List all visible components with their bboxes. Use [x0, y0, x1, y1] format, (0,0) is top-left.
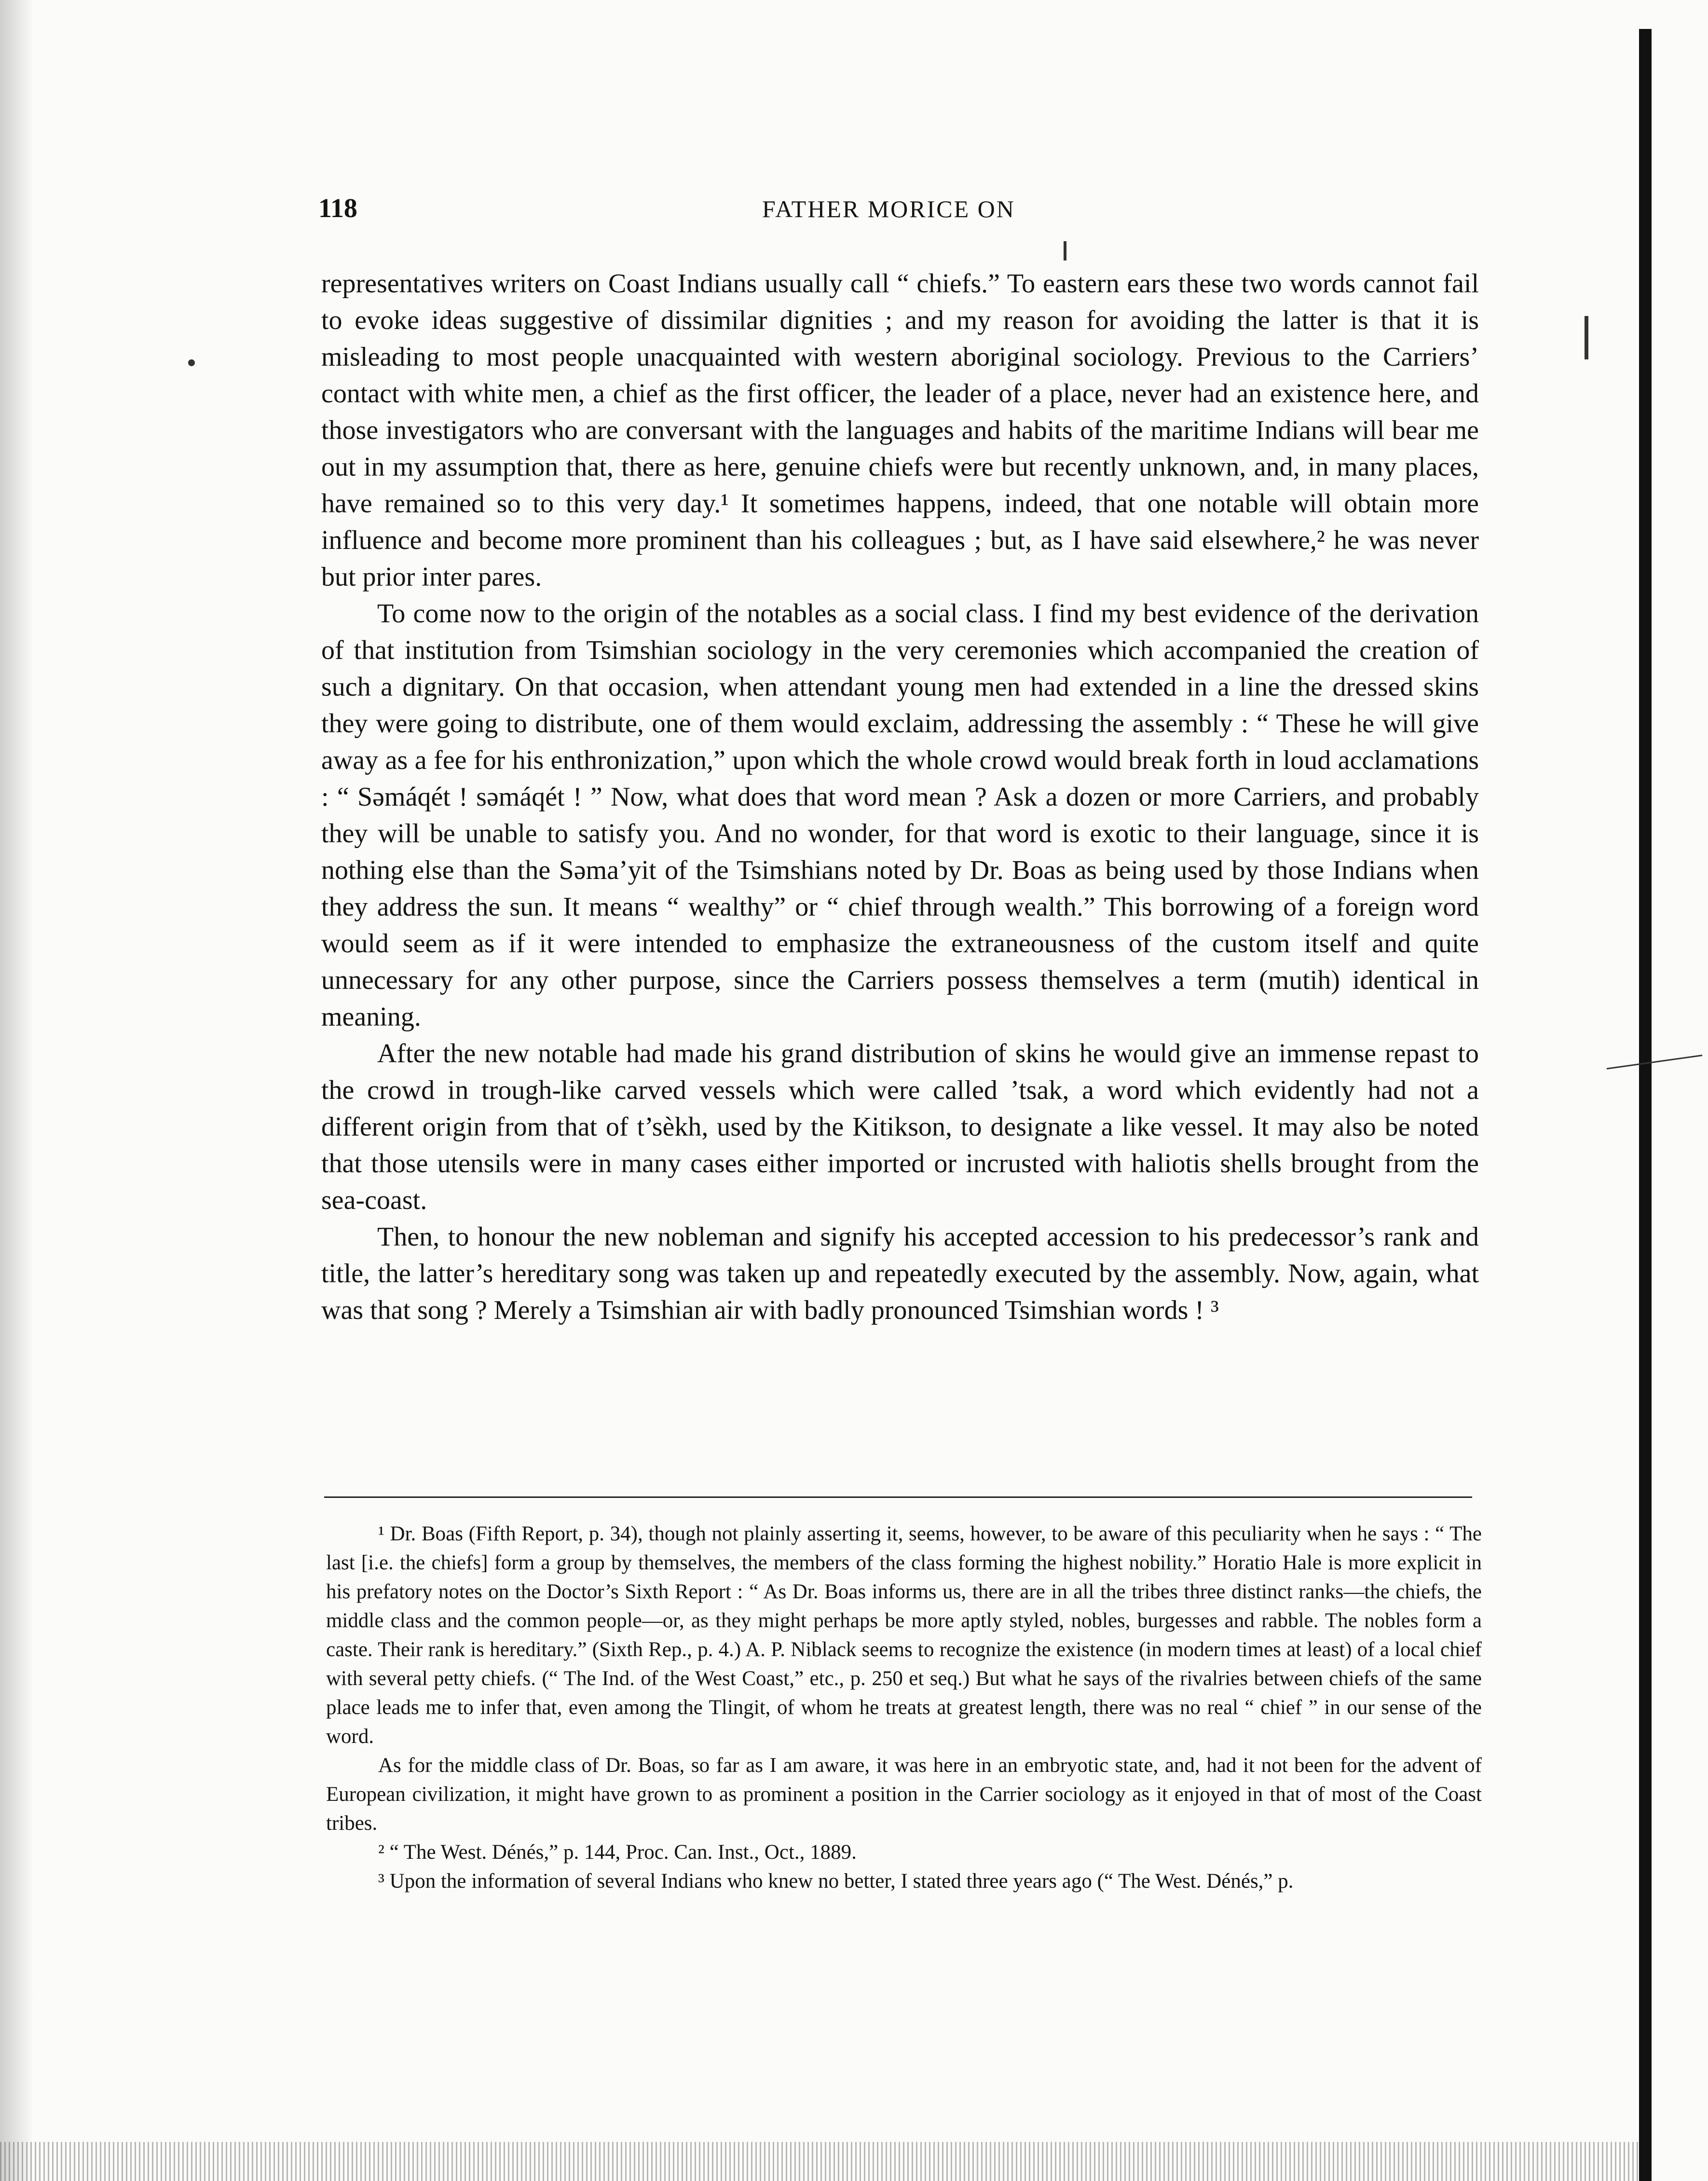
- running-head: FATHER MORICE ON: [762, 195, 1015, 222]
- paragraph-3: After the new notable had made his grand distribution of skins he would give an immense repast to the crowd in trough-like carved vessels which were called ’tsak, a word which evidently had not a different origin from that of t’sèkh, used by the Kitikson, to designate a like vessel. It may also be noted that those utensils were in many cases either imported or incrusted with haliotis shells brought from the sea-coast.: [321, 1039, 1479, 1215]
- page-number: 118: [318, 193, 357, 223]
- scan-noise-bottom: [0, 2142, 1639, 2181]
- footnote-rule: [324, 1496, 1472, 1498]
- paragraph-2: To come now to the origin of the notables as a social class. I find my best evidence of the derivation of that institution from Tsimshian sociology in the very ceremonies which accompanied the creation of such a dignitary. On that occasion, when attendant young men had extended in a line the dressed skins they were going to distribute, one of them would exclaim, addressing the assembly : “ These he will give away as a fee for his enthronization,” upon which the whole crowd would break forth in loud acclamations : “ Səmáqét ! səmáqét ! ” Now, what does that word mean ? Ask a dozen or more Carriers, and probably they will be unable to satisfy you. And no wonder, for that word is exotic to their language, since it is nothing else than the Səma’yit of the Tsimshians noted by Dr. Boas as being used by those Indians when they address the sun. It means “ wealthy” or “ chief through wealth.” This borrowing of a foreign word would seem as if it were intended to emphasize the extraneousness of the custom itself and quite unnecessary for any other purpose, since the Carriers possess themselves a term (mutih) identical in meaning.: [321, 599, 1479, 1032]
- footnotes: [326, 1520, 1482, 1896]
- footnote-1-continued: As for the middle class of Dr. Boas, so far as I am aware, it was here in an embryotic state, and, had it not been for the advent of European civilization, it might have grown to as prominent a position in the Carrier sociology as it enjoyed in that of most of the Coast tribes.: [326, 1754, 1482, 1835]
- margin-mark: [1064, 241, 1066, 261]
- footnote-3: ³ Upon the information of several Indians who knew no better, I stated three years ago (“ The West. Dénés,” p.: [378, 1870, 1294, 1893]
- body-text: [321, 265, 1479, 1329]
- speck: [188, 359, 195, 366]
- scan-shadow-left: [0, 0, 34, 2181]
- paragraph-1: representatives writers on Coast Indians usually call “ chiefs.” To eastern ears these two words cannot fail to evoke ideas suggestive of dissimilar dignities ; and my reason for avoiding the latter is that it is misleading to most people unacquainted with western aboriginal sociology. Previous to the Carriers’ contact with white men, a chief as the first officer, the leader of a place, never had an existence here, and those investigators who are conversant with the languages and habits of the maritime Indians will bear me out in my assumption that, there as here, genuine chiefs were but recently unknown, and, in many places, have remained so to this very day.¹ It sometimes happens, indeed, that one notable will obtain more influence and become more prominent than his colleagues ; but, as I have said elsewhere,² he was never but prior inter pares.: [321, 269, 1479, 592]
- footnote-2: ² “ The West. Dénés,” p. 144, Proc. Can. Inst., Oct., 1889.: [378, 1841, 857, 1864]
- footnote-1: ¹ Dr. Boas (Fifth Report, p. 34), though not plainly asserting it, seems, however, to be aware of this peculiarity when he says : “ The last [i.e. the chiefs] form a group by themselves, the members of the class forming the highest nobility.” Horatio Hale is more explicit in his prefatory notes on the Doctor’s Sixth Report : “ As Dr. Boas informs us, there are in all the tribes three distinct ranks—the chiefs, the middle class and the common people—or, as they might perhaps be more aptly styled, nobles, burgesses and rabble. The nobles form a caste. Their rank is hereditary.” (Sixth Rep., p. 4.) A. P. Niblack seems to recognize the existence (in modern times at least) of a local chief with several petty chiefs. (“ The Ind. of the West Coast,” etc., p. 250 et seq.) But what he says of the rivalries between chiefs of the same place leads me to infer that, even among the Tlingit, of whom he treats at greatest length, there was no real “ chief ” in our sense of the word.: [326, 1523, 1482, 1748]
- paragraph-4: Then, to honour the new nobleman and signify his accepted accession to his predecessor’s rank and title, the latter’s hereditary song was taken up and repeatedly executed by the assembly. Now, again, what was that song ? Merely a Tsimshian air with badly pronounced Tsimshian words ! ³: [321, 1222, 1479, 1325]
- scan-binding-edge: [1639, 29, 1652, 2181]
- margin-mark: [1585, 316, 1588, 359]
- margin-mark: [1607, 1055, 1702, 1070]
